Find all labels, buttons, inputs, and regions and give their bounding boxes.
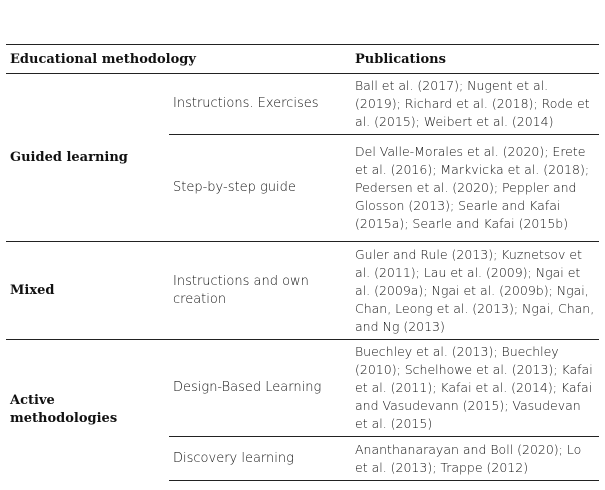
header-publications: Publications (351, 45, 599, 74)
table-row (6, 340, 599, 437)
group-label-active-methodologies: Active methodologies (6, 340, 169, 481)
table-row (6, 242, 599, 340)
method-cell: Instructions. Exercises (169, 74, 351, 135)
group-label-mixed: Mixed (6, 242, 169, 340)
methodology-table (6, 44, 599, 481)
publications-cell: Buechley et al. (2013); Buechley (2010); Schelhowe et al. (2013); Kafai et al. (2011); Kafai et al. (2014); Kafai and Vasudevann (2015); Vasudevan et al. (2015) (351, 340, 599, 437)
method-cell: Discovery learning (169, 437, 351, 481)
method-cell: Design-Based Learning (169, 340, 351, 437)
table-row (6, 74, 599, 135)
publications-cell: Ananthanarayan and Boll (2020); Lo et al. (2013); Trappe (2012) (351, 437, 599, 481)
method-cell: Instructions and own creation (169, 242, 351, 340)
publications-cell: Ball et al. (2017); Nugent et al. (2019); Richard et al. (2018); Rode et al. (2015); Weibert et al. (2014) (351, 74, 599, 135)
publications-cell: Guler and Rule (2013); Kuznetsov et al. (2011); Lau et al. (2009); Ngai et al. (2009a); Ngai et al. (2009b); Ngai, Chan, Leong et al. (2013); Ngai, Chan, and Ng (2013) (351, 242, 599, 340)
group-label-guided-learning: Guided learning (6, 74, 169, 242)
publications-cell: Del Valle-Morales et al. (2020); Erete et al. (2016); Markvicka et al. (2018); Pedersen et al. (2020); Peppler and Glosson (2013); Searle and Kafai (2015a); Searle and Kafai (2015b) (351, 135, 599, 242)
header-methodology: Educational methodology (6, 45, 351, 74)
method-cell: Step-by-step guide (169, 135, 351, 242)
header-row (6, 45, 599, 74)
